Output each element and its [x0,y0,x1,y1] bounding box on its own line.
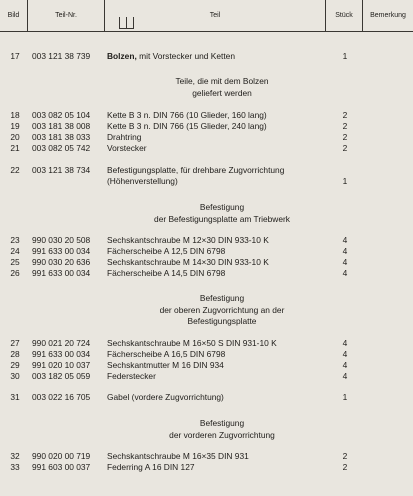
section-heading-line: der oberen Zugvorrichtung an der [159,304,285,315]
table-row [0,268,413,279]
part-number: 003 121 38 739 [32,51,91,61]
table-row [0,371,413,382]
item-number: 18 [10,110,20,120]
header-bild: Bild [7,12,20,19]
table-header [0,0,413,32]
item-number: 24 [10,246,20,256]
part-name [107,51,235,62]
item-number: 28 [10,349,20,359]
section-heading-line: geliefert werden [192,87,252,98]
table-row [0,257,413,268]
section-heading-line: der vorderen Zugvorrichtung [169,429,275,440]
part-name: Sechskantschraube M 16×35 DIN 931 [107,451,249,461]
item-number: 29 [10,360,20,370]
quantity: 1 [342,392,348,402]
part-name: Federring A 16 DIN 127 [107,462,195,472]
header-teil: Teil [209,12,221,19]
part-number: 990 020 00 719 [32,451,91,461]
part-number: 990 030 20 508 [32,235,91,245]
item-number: 33 [10,462,20,472]
item-number: 21 [10,143,20,153]
part-name: (Höhenverstellung) [107,176,178,186]
item-number: 27 [10,338,20,348]
item-number: 30 [10,371,20,381]
item-number: 32 [10,451,20,461]
section-heading [107,293,337,328]
quantity: 4 [342,235,348,245]
part-number: 991 020 10 037 [32,360,91,370]
column-divider [27,0,28,31]
table-row [0,51,413,62]
table-row [0,462,413,473]
indent-tick-base [119,28,134,29]
part-number: 003 022 16 705 [32,392,91,402]
part-number: 003 082 05 104 [32,110,91,120]
item-number: 17 [10,51,20,61]
part-number: 991 633 00 034 [32,246,91,256]
part-name: Sechskantschraube M 14×30 DIN 933-10 K [107,257,269,267]
part-name: Kette B 3 n. DIN 766 (15 Glieder, 240 lang) [107,121,267,131]
part-number: 003 082 05 742 [32,143,91,153]
part-name: Vorstecker [107,143,147,153]
quantity: 4 [342,338,348,348]
part-number: 003 182 05 059 [32,371,91,381]
header-teil-nr: Teil-Nr. [55,12,77,19]
quantity: 4 [342,257,348,267]
item-number: 26 [10,268,20,278]
part-number: 991 633 00 034 [32,268,91,278]
item-number: 19 [10,121,20,131]
quantity: 2 [342,462,348,472]
item-number: 31 [10,392,20,402]
part-name: Fächerscheibe A 16,5 DIN 6798 [107,349,226,359]
section-heading [107,76,337,99]
table-row [0,132,413,143]
quantity: 2 [342,143,348,153]
table-row [0,121,413,132]
quantity: 2 [342,121,348,131]
part-name: Kette B 3 n. DIN 766 (10 Glieder, 160 lang) [107,110,267,120]
quantity: 1 [342,176,348,186]
part-number: 990 021 20 724 [32,338,91,348]
table-row [0,176,413,187]
part-number: 003 181 38 033 [32,132,91,142]
part-number: 991 633 00 034 [32,349,91,359]
item-number: 20 [10,132,20,142]
quantity: 2 [342,451,348,461]
item-number: 23 [10,235,20,245]
part-name: Sechskantschraube M 16×50 S DIN 931-10 K [107,338,277,348]
section-heading [107,202,337,225]
part-name: Sechskantmutter M 16 DIN 934 [107,360,224,370]
part-name-bold: Bolzen, [107,51,137,61]
section-heading [107,418,337,441]
quantity: 4 [342,371,348,381]
part-name: Fächerscheibe A 12,5 DIN 6798 [107,246,226,256]
part-name: Befestigungsplatte, für drehbare Zugvorrichtung [107,165,285,175]
table-row [0,143,413,154]
part-number: 003 181 38 008 [32,121,91,131]
quantity: 2 [342,110,348,120]
part-number: 990 030 20 636 [32,257,91,267]
quantity: 1 [342,51,348,61]
part-number: 003 121 38 734 [32,165,91,175]
part-name: Gabel (vordere Zugvorrichtung) [107,392,224,402]
section-heading-line: der Befestigungsplatte am Triebwerk [154,213,290,224]
table-row [0,392,413,403]
header-stueck: Stück [335,12,353,19]
quantity: 4 [342,246,348,256]
section-heading-line: Befestigungsplatte [187,316,257,326]
table-row [0,349,413,360]
quantity: 4 [342,268,348,278]
part-number: 991 603 00 037 [32,462,91,472]
column-divider [104,0,105,31]
header-bemerkung: Bemerkung [370,12,406,19]
table-row [0,338,413,349]
quantity: 4 [342,349,348,359]
table-row [0,360,413,371]
item-number: 22 [10,165,20,175]
table-row [0,110,413,121]
part-name-rest: mit Vorstecker und Ketten [136,51,236,61]
quantity: 4 [342,360,348,370]
section-heading-line: Befestigung [199,418,245,428]
section-heading-line: Befestigung [199,202,245,212]
table-row [0,235,413,246]
table-row [0,165,413,176]
section-heading-line: Teile, die mit dem Bolzen [175,76,269,86]
table-row [0,246,413,257]
part-name: Fächerscheibe A 14,5 DIN 6798 [107,268,226,278]
quantity: 2 [342,132,348,142]
table-row [0,451,413,462]
section-heading-line: Befestigung [199,293,245,303]
part-name: Sechskantschraube M 12×30 DIN 933-10 K [107,235,269,245]
part-name: Drahtring [107,132,142,142]
item-number: 25 [10,257,20,267]
column-divider [362,0,363,31]
column-divider [325,0,326,31]
part-name: Federstecker [107,371,156,381]
